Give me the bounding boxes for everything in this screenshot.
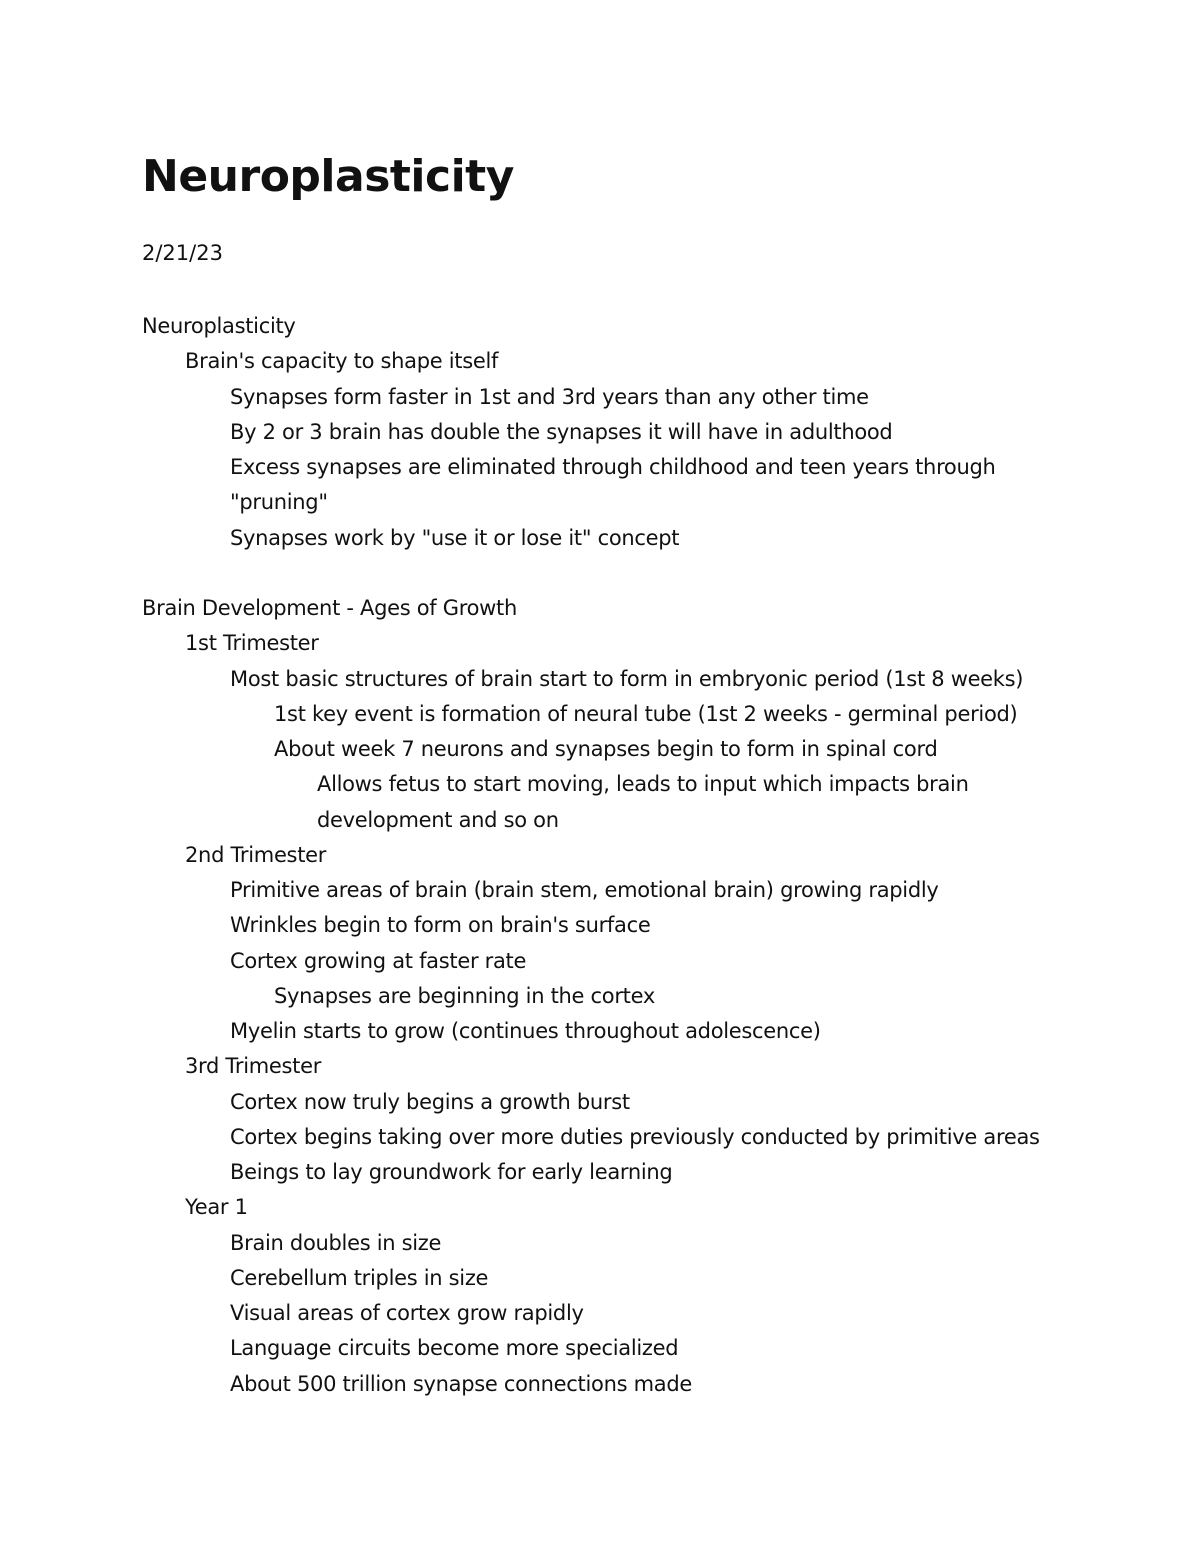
outline-item-continuation: "pruning"	[230, 490, 328, 515]
outline-item: By 2 or 3 brain has double the synapses it will have in adulthood	[230, 419, 893, 444]
note-date: 2/21/23	[142, 241, 223, 265]
outline-item: Synapses are beginning in the cortex	[274, 983, 655, 1008]
section-heading: Brain Development - Ages of Growth	[142, 596, 517, 620]
outline-item: Allows fetus to start moving, leads to input which impacts brain	[317, 772, 969, 797]
outline-item: Brain doubles in size	[230, 1230, 442, 1255]
outline-item: Wrinkles begin to form on brain's surface	[230, 913, 651, 938]
outline-item: Myelin starts to grow (continues throughout adolescence)	[230, 1019, 821, 1043]
outline-item: Language circuits become more specialized	[230, 1336, 679, 1361]
outline-item: Cortex now truly begins a growth burst	[230, 1089, 630, 1114]
outline-item: Beings to lay groundwork for early learning	[230, 1160, 673, 1184]
outline-item: Synapses work by "use it or lose it" concept	[230, 525, 680, 550]
page-title: Neuroplasticity	[142, 151, 514, 202]
outline-item: 1st key event is formation of neural tube (1st 2 weeks - germinal period)	[274, 701, 1018, 726]
outline-item: Cerebellum triples in size	[230, 1265, 489, 1290]
outline-item: Excess synapses are eliminated through childhood and teen years through	[230, 455, 996, 479]
outline-item: Cortex begins taking over more duties previously conducted by primitive areas	[230, 1124, 1040, 1149]
outline-item: About 500 trillion synapse connections made	[230, 1371, 692, 1396]
outline-item: About week 7 neurons and synapses begin to form in spinal cord	[274, 737, 938, 761]
outline-item-continuation: development and so on	[317, 807, 559, 832]
outline-item: Cortex growing at faster rate	[230, 948, 527, 973]
outline-subheading: Year 1	[185, 1195, 248, 1220]
outline-subheading: 1st Trimester	[185, 631, 319, 656]
section-heading: Neuroplasticity	[142, 314, 296, 338]
outline-item: Brain's capacity to shape itself	[185, 349, 499, 374]
outline-item: Most basic structures of brain start to form in embryonic period (1st 8 weeks)	[230, 666, 1024, 691]
outline-item: Synapses form faster in 1st and 3rd years than any other time	[230, 384, 869, 409]
section-spacer	[142, 556, 1082, 591]
outline-item: Visual areas of cortex grow rapidly	[230, 1301, 584, 1325]
outline-subheading: 2nd Trimester	[185, 842, 327, 867]
notes-outline	[142, 309, 1082, 1402]
outline-item: Primitive areas of brain (brain stem, emotional brain) growing rapidly	[230, 878, 939, 902]
outline-subheading: 3rd Trimester	[185, 1054, 322, 1079]
